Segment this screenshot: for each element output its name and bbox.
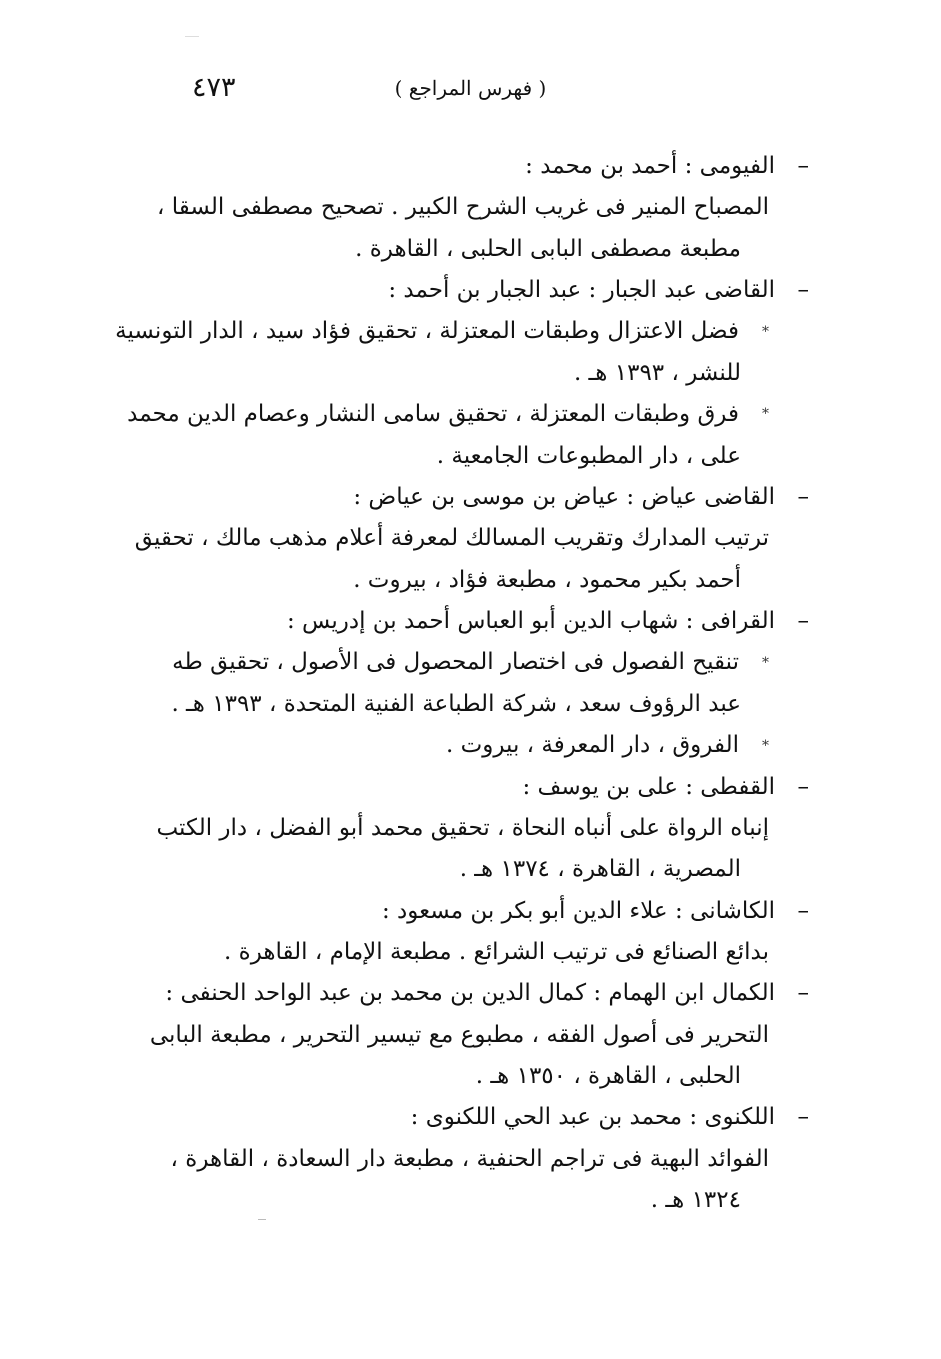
work-title-line: فضل الاعتزال وطبقات المعتزلة ، تحقيق فؤاد سيد ، الدار التونسية [115,318,739,345]
work-title-line: تنقيح الفصول فى اختصار المحصول فى الأصول ، تحقيق طه [172,649,739,676]
entry-work [109,932,809,973]
bibliography-entry [109,767,809,891]
work-continuation-line: للنشر ، ١٣٩٣ هـ . [573,359,741,386]
running-head [130,72,811,106]
bibliography-entry [109,891,809,974]
entry-author-line [109,477,809,518]
bibliography-entry [109,477,809,601]
work-continuation-line: المصرية ، القاهرة ، ١٣٧٤ هـ . [459,856,741,883]
asterisk-marker: * [762,737,769,754]
work-title-line: فرق وطبقات المعتزلة ، تحقيق سامى النشار وعصام الدين محمد [127,401,739,428]
bibliography-entry [109,973,809,1097]
work-title-line: الفروق ، دار المعرفة ، بيروت . [445,732,739,759]
entry-dash: – [797,484,809,511]
entry-work [109,1139,809,1222]
entry-author: القرافى : شهاب الدين أبو العباس أحمد بن إدريس : [286,607,775,634]
bibliography-entry [109,1097,809,1221]
entry-dash: – [797,276,809,303]
entry-dash: – [797,1104,809,1131]
work-continuation-line: عبد الرؤوف سعد ، شركة الطباعة الفنية المتحدة ، ١٣٩٣ هـ . [171,690,741,717]
entry-author-line [109,1097,809,1138]
entry-dash: – [797,607,809,634]
bibliography-entry [109,146,809,270]
work-continuation-line: الحلبى ، القاهرة ، ١٣٥٠ هـ . [475,1062,741,1089]
entry-dash: – [797,980,809,1007]
bibliography-entry [109,601,809,767]
work-continuation-line: على ، دار المطبوعات الجامعية . [436,442,741,469]
entry-work [109,1015,809,1098]
bibliography-entry [109,270,809,477]
bibliography-list [109,146,809,1221]
entry-author-line [109,767,809,808]
entry-author-line [109,891,809,932]
entry-dash: – [797,773,809,800]
work-title-line: المصباح المنير فى غريب الشرح الكبير . تصحيح مصطفى السقا ، [156,194,769,221]
entry-author-line [109,270,809,311]
entry-author: القفطى : على بن يوسف : [522,773,775,800]
entry-dash: – [797,153,809,179]
work-title-line: التحرير فى أصول الفقه ، مطبوع مع تيسير التحرير ، مطبعة البابى [149,1021,769,1048]
entry-author: الكمال ابن الهمام : كمال الدين بن محمد بن عبد الواحد الحنفى : [165,980,775,1007]
work-title-line: الفوائد البهية فى تراجم الحنفية ، مطبعة دار السعادة ، القاهرة ، [170,1145,769,1172]
work-continuation-line: ١٣٢٤ هـ . [650,1186,741,1213]
running-title: ( فهرس المراجع ) [394,76,547,100]
entry-author: القاضى عبد الجبار : عبد الجبار بن أحمد : [388,276,775,303]
entry-author: الفيومى : أحمد بن محمد : [525,153,775,179]
entry-author: اللكنوى : محمد بن عبد الحي اللكنوى : [410,1104,775,1131]
asterisk-marker: * [762,406,769,423]
work-title-line: إنباه الرواة على أنباه النحاة ، تحقيق محمد أبو الفضل ، دار الكتب [156,815,769,842]
entry-work [109,642,809,725]
asterisk-marker: * [762,323,769,340]
entry-author: الكاشانى : علاء الدين أبو بكر بن مسعود : [381,897,775,924]
footer-rule [258,1219,266,1220]
entry-work [109,394,809,477]
entry-work [109,311,809,394]
entry-work [109,518,809,601]
entry-author-line [109,146,809,187]
asterisk-marker: * [762,654,769,671]
entry-author: القاضى عياض : عياض بن موسى بن عياض : [353,484,775,511]
entry-dash: – [797,897,809,924]
scan-mark [185,36,199,37]
work-title-line: ترتيب المدارك وتقريب المسالك لمعرفة أعلام مذهب مالك ، تحقيق [134,525,769,552]
entry-author-line [109,973,809,1014]
entry-work [109,725,809,767]
entry-work [109,187,809,270]
entry-work [109,808,809,891]
work-continuation-line: مطبعة مصطفى البابى الحلبى ، القاهرة . [355,235,741,262]
work-continuation-line: أحمد بكير محمود ، مطبعة فؤاد ، بيروت . [353,566,741,593]
entry-author-line [109,601,809,642]
page-number: ٤٧٣ [192,72,236,103]
work-title-line: بدائع الصنائع فى ترتيب الشرائع . مطبعة الإمام ، القاهرة . [224,939,769,966]
